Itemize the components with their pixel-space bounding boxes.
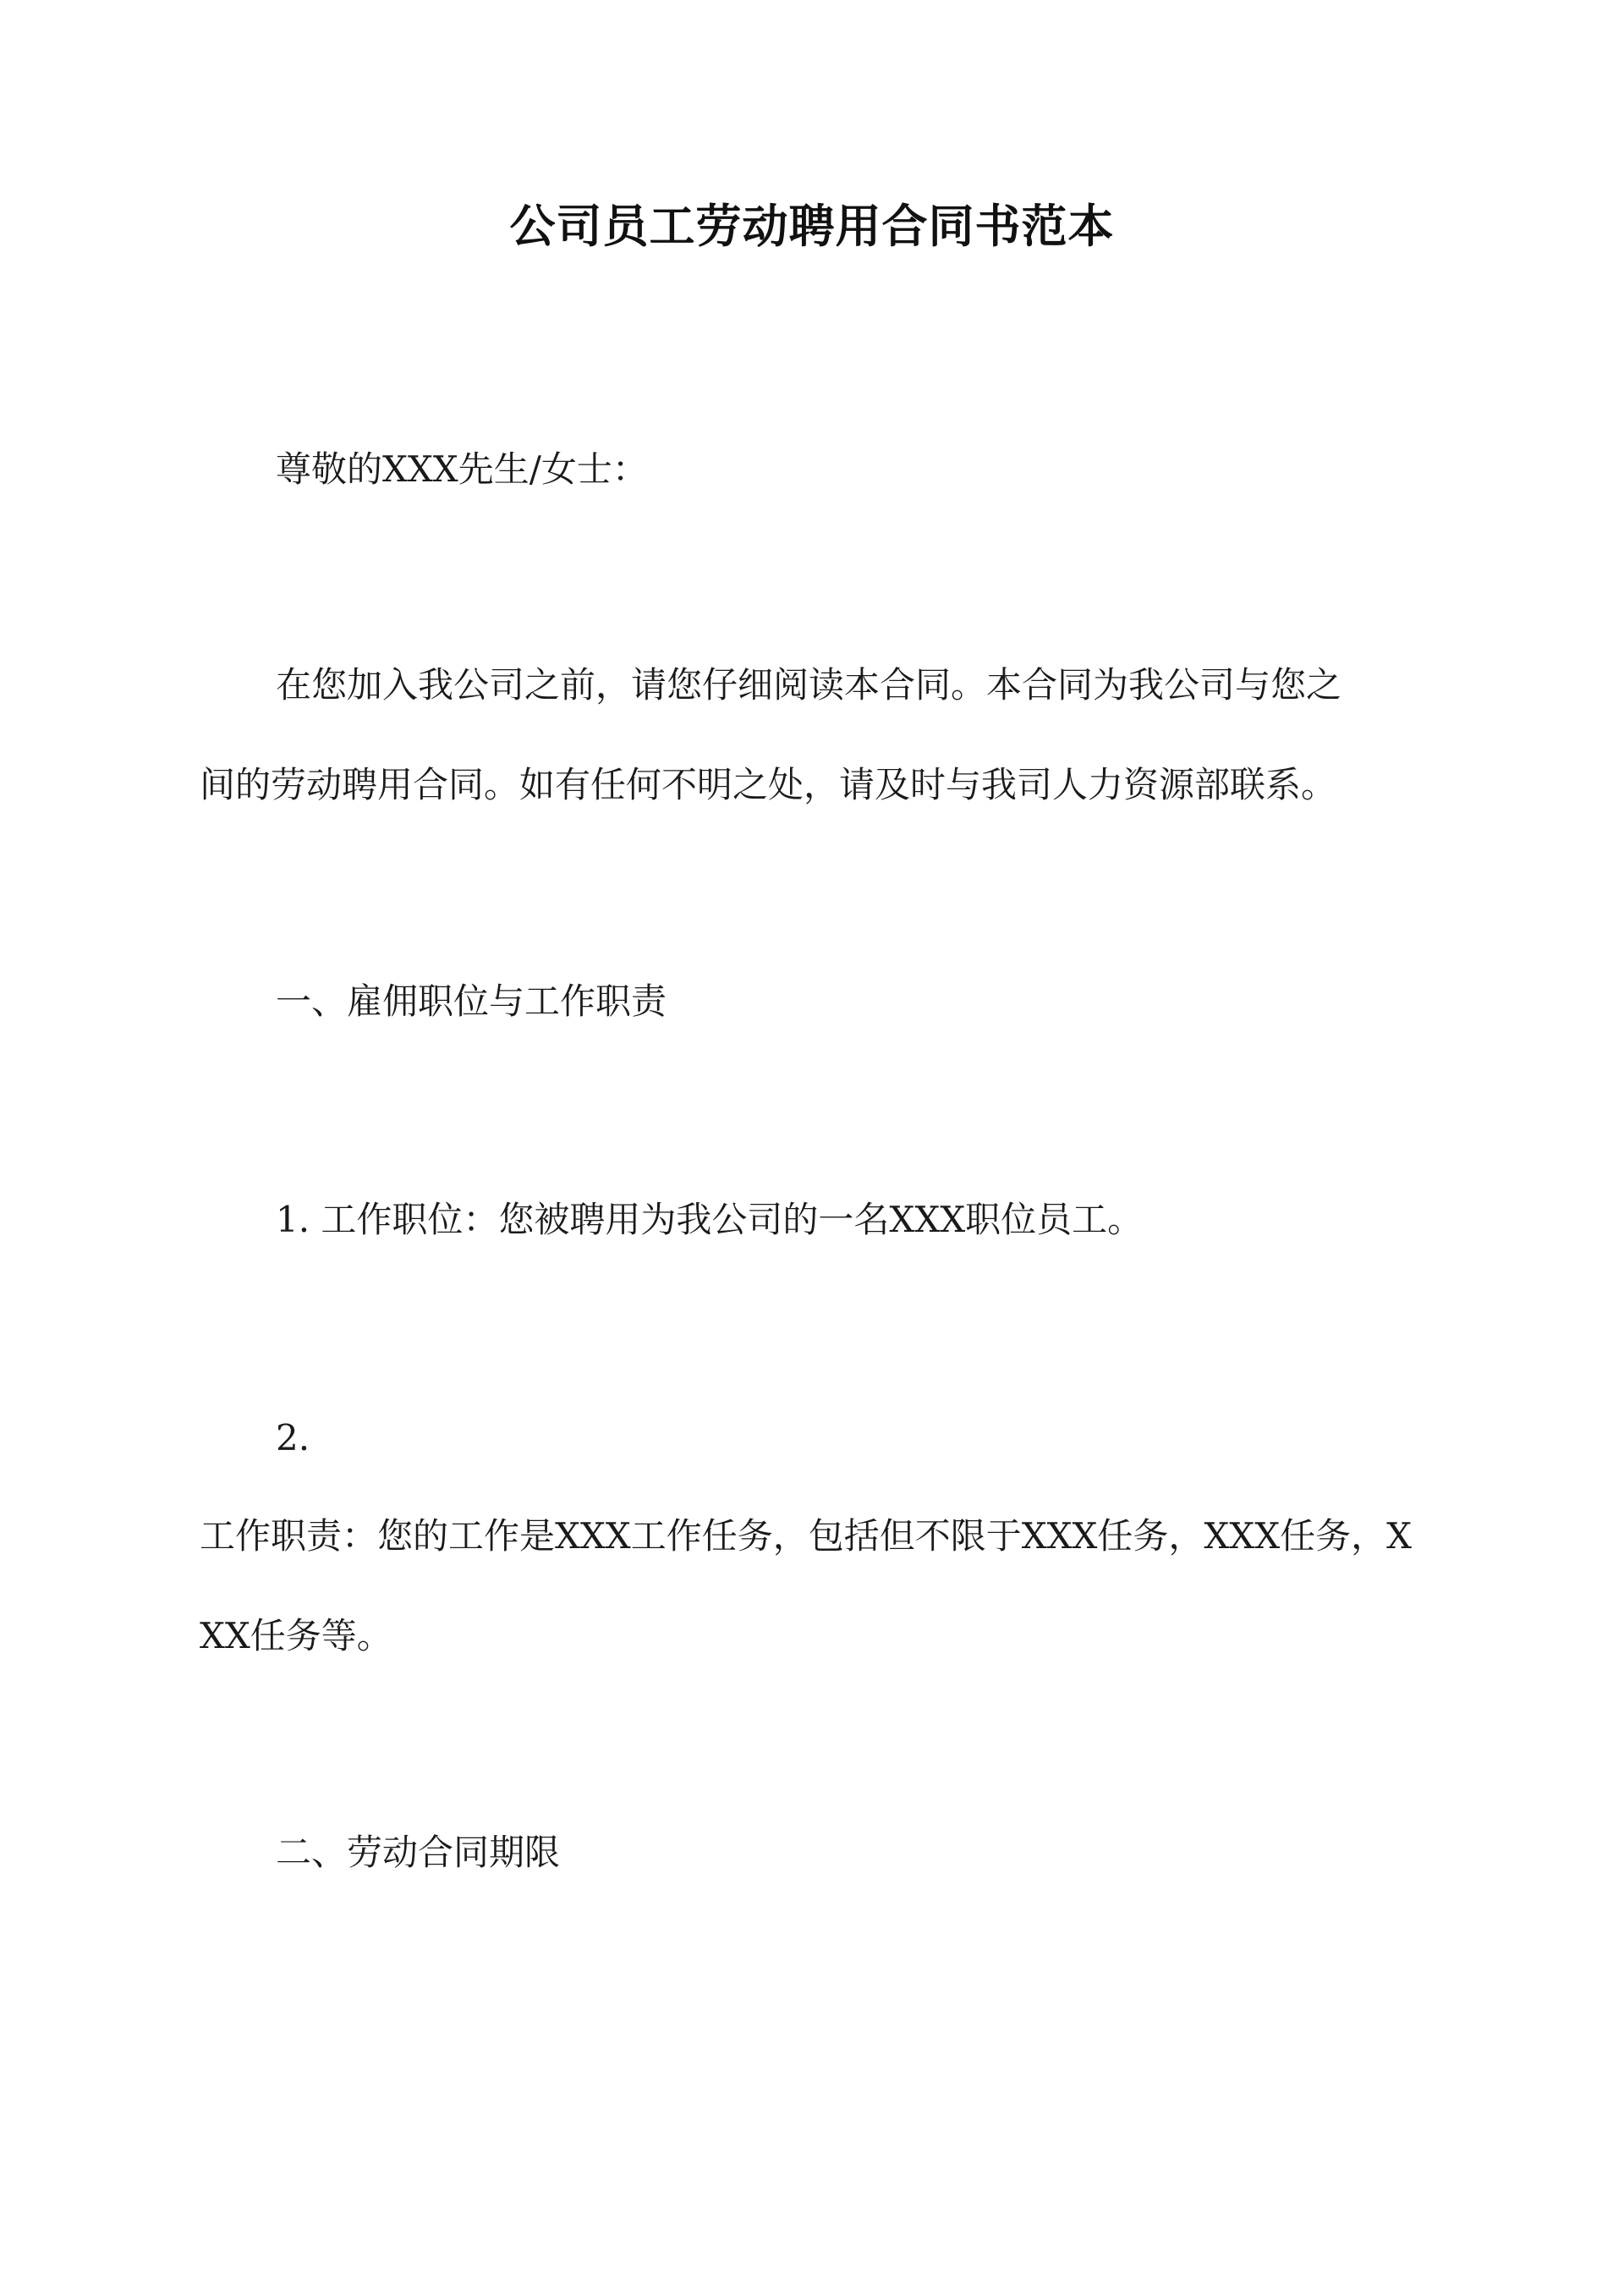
- section-1-item-1: 1. 工作职位：您被聘用为我公司的一名XXX职位员工。: [276, 1199, 1144, 1240]
- section-1-item-2-number: 2.: [276, 1417, 310, 1458]
- section-1-item-2-line-2: XX任务等。: [200, 1615, 392, 1656]
- section-1-item-2-line-1: 工作职责：您的工作是XXX工作任务，包括但不限于XXX任务，XXX任务，X: [200, 1515, 1413, 1557]
- section-1-heading: 一、雇佣职位与工作职责: [276, 980, 667, 1022]
- intro-line-1: 在您加入我公司之前，请您仔细阅读本合同。本合同为我公司与您之: [276, 664, 1342, 706]
- salutation: 尊敬的XXX先生/女士：: [276, 448, 648, 490]
- section-2-heading: 二、劳动合同期限: [276, 1832, 561, 1873]
- document-title: 公司员工劳动聘用合同书范本: [509, 199, 1115, 253]
- intro-line-2: 间的劳动聘用合同。如有任何不明之处，请及时与我司人力资源部联系。: [200, 764, 1337, 805]
